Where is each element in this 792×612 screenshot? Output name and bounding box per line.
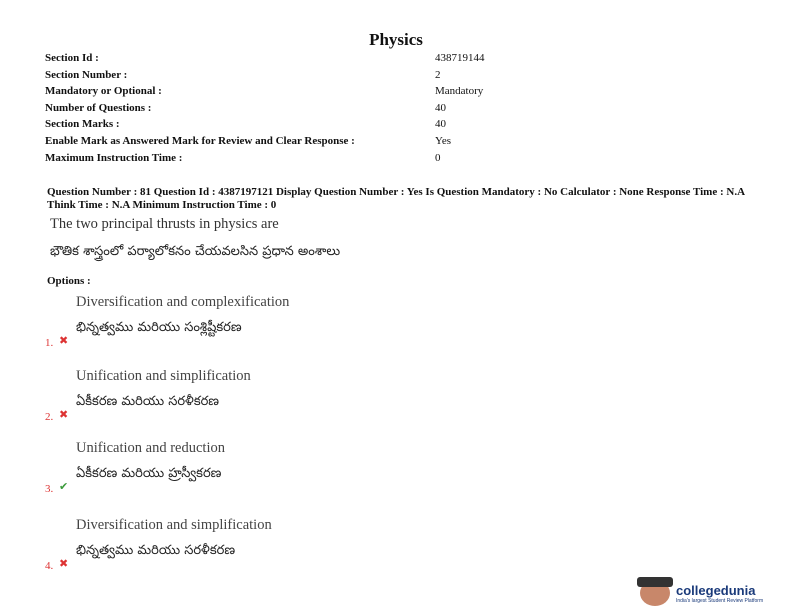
option-number: 3. <box>45 483 54 495</box>
cross-icon: ✖ <box>59 409 69 421</box>
section-label: Maximum Instruction Time : <box>45 151 183 164</box>
option-3 <box>45 440 445 510</box>
option-text-telugu: ఏకీకరణ మరియు సరళీకరణ <box>76 394 220 409</box>
cross-icon: ✖ <box>59 558 69 570</box>
option-2 <box>45 368 445 438</box>
section-row <box>45 102 745 119</box>
question-header: Question Number : 81 Question Id : 4387197121 Display Question Number : Yes Is Question Mandatory : No Calculator : None Response Time : N.A Think Time : N.A Minimum Instruction Time : 0 <box>47 186 745 211</box>
option-number: 4. <box>45 560 54 572</box>
section-value: 2 <box>435 68 441 81</box>
section-row <box>45 152 745 169</box>
section-label: Number of Questions : <box>45 101 152 114</box>
section-value: 438719144 <box>435 52 485 64</box>
option-text-english: Unification and simplification <box>76 368 251 384</box>
section-label: Section Id : <box>45 52 99 64</box>
option-4 <box>45 517 445 587</box>
option-text-english: Unification and reduction <box>76 440 225 456</box>
check-icon: ✔ <box>59 481 69 493</box>
section-value: 40 <box>435 101 446 114</box>
option-text-telugu: ఏకీకరణ మరియు హ్రస్వీకరణ <box>76 466 222 481</box>
mascot-icon <box>640 580 670 606</box>
question-text-english: The two principal thrusts in physics are <box>50 216 279 232</box>
collegedunia-logo <box>640 580 763 606</box>
page-title: Physics <box>369 30 423 49</box>
section-value: 40 <box>435 118 446 131</box>
option-number: 2. <box>45 411 54 423</box>
option-text-english: Diversification and simplification <box>76 517 272 533</box>
section-info <box>45 52 745 168</box>
cross-icon: ✖ <box>59 335 69 347</box>
section-row <box>45 69 745 86</box>
option-text-english: Diversification and complexification <box>76 294 290 310</box>
question-text-telugu: భౌతిక శాస్త్రంలో పర్యాలోకనం చేయవలసిన ప్రధాన అంశాలు <box>50 244 341 259</box>
section-label: Enable Mark as Answered Mark for Review and Clear Response : <box>45 134 355 147</box>
section-label: Section Marks : <box>45 118 120 131</box>
section-row <box>45 118 745 135</box>
logo-brand: collegedunia <box>676 582 756 598</box>
logo-tagline: India's largest Student Review Platform <box>676 597 764 604</box>
option-text-telugu: భిన్నత్వము మరియు సంశ్లిష్టీకరణ <box>76 320 242 335</box>
section-value: Yes <box>435 134 452 147</box>
section-label: Mandatory or Optional : <box>45 85 162 98</box>
option-text-telugu: భిన్నత్వము మరియు సరళీకరణ <box>76 543 236 558</box>
section-value: Mandatory <box>435 85 484 98</box>
section-row <box>45 135 745 152</box>
section-value: 0 <box>435 151 441 164</box>
option-number: 1. <box>45 337 54 349</box>
option-1 <box>45 294 445 364</box>
options-label: Options : <box>47 275 91 287</box>
section-row <box>45 85 745 102</box>
section-row <box>45 52 745 69</box>
section-label: Section Number : <box>45 68 128 81</box>
